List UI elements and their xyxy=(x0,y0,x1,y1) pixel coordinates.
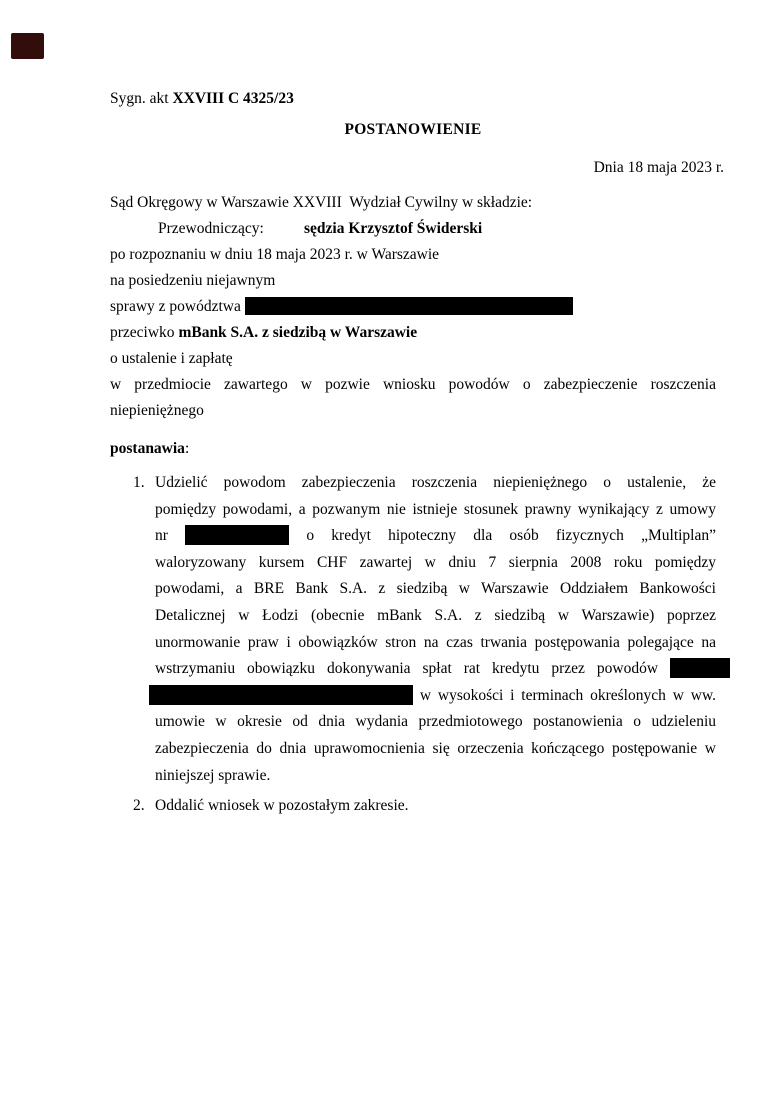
order-item-1-line-2: pomiędzy powodami, a pozwanym nie istnieje stosunek prawny wynikający z umowy xyxy=(155,500,716,518)
order-item-1-line-12: niniejszej sprawie. xyxy=(155,766,271,784)
order-item-2 xyxy=(133,793,716,820)
order-item-1-line-1: Udzielić powodom zabezpieczenia roszczenia niepieniężnego o ustalenie, że xyxy=(155,474,716,491)
payers-line-prefix: wstrzymaniu obowiązku dokonywania spłat rat kredytu przez powodów xyxy=(155,660,659,678)
case-number-label: Sygn. akt xyxy=(110,90,173,107)
court-composition-line: Sąd Okręgowy w Warszawie XXVIII Wydział Cywilny w składzie: xyxy=(110,194,533,211)
redaction-bar-plaintiff-name xyxy=(245,297,573,315)
presiding-judge-label: Przewodniczący: xyxy=(158,220,264,237)
order-item-1-line-8 xyxy=(155,656,716,683)
case-number-value: XXVIII C 4325/23 xyxy=(172,90,294,107)
order-item-1-line-9 xyxy=(155,683,716,710)
order-item-1-line-7: unormowanie praw i obowiązków stron na czas trwania postępowania polegające na xyxy=(155,633,716,651)
payers-line-suffix: w wysokości i terminach określonych w ww. xyxy=(419,686,717,704)
order-item-1-line-6: Detalicznej w Łodzi (obecnie mBank S.A. z siedzibą w Warszawie) poprzez xyxy=(155,606,716,624)
defendant-prefix: przeciwko xyxy=(110,324,179,341)
plaintiff-prefix: sprawy z powództwa xyxy=(110,298,245,315)
redaction-bar-plaintiffs-1 xyxy=(670,658,730,678)
session-line: na posiedzeniu niejawnym xyxy=(110,272,276,289)
order-item-2-text: Oddalić wniosek w pozostałym zakresie. xyxy=(155,797,409,815)
claim-subject-line: o ustalenie i zapłatę xyxy=(110,350,233,367)
order-item-1-line-5: powodami, a BRE Bank S.A. z siedzibą w Warszawie Oddziałem Bankowości xyxy=(155,580,716,598)
order-item-1-line-3 xyxy=(155,523,716,550)
defendant-name: mBank S.A. z siedzibą w Warszawie xyxy=(178,324,418,341)
order-item-1-number: 1. xyxy=(133,474,145,491)
contract-number-prefix: nr xyxy=(155,527,168,545)
recognition-line: po rozpoznaniu w dniu 18 maja 2023 r. w Warszawie xyxy=(110,246,440,263)
case-number-line xyxy=(110,86,716,112)
presiding-judge-name: sędzia Krzysztof Świderski xyxy=(304,220,483,237)
order-list xyxy=(110,470,716,820)
ruling-word-line xyxy=(110,436,716,462)
redaction-bar-contract-number xyxy=(185,525,289,545)
order-item-1-line-11: zabezpieczenia do dnia uprawomocnienia się orzeczenia kończącego postępowanie w xyxy=(155,739,716,757)
presiding-judge-line xyxy=(110,216,716,242)
plaintiff-line xyxy=(110,294,716,320)
order-item-1-line-10: umowie w okresie od dnia wydania przedmiotowego postanowienia o udzieleniu xyxy=(155,713,716,731)
ruling-colon: : xyxy=(184,440,190,457)
document-content xyxy=(110,86,724,820)
defendant-line xyxy=(110,320,716,346)
contract-line-suffix: o kredyt hipoteczny dla osób fizycznych „Multiplan” xyxy=(306,527,716,545)
document-date: Dnia 18 maja 2023 r. xyxy=(593,159,724,176)
ruling-word: postanawia xyxy=(110,440,185,457)
order-item-1 xyxy=(133,470,717,789)
scan-artifact-mark xyxy=(11,33,44,59)
matter-line-1: w przedmiocie zawartego w pozwie wniosku powodów o zabezpieczenie roszczenia xyxy=(110,376,716,393)
order-item-2-number: 2. xyxy=(133,797,145,815)
document-title: POSTANOWIENIE xyxy=(344,121,482,138)
matter-line-2: niepieniężnego xyxy=(110,402,204,419)
redaction-bar-plaintiffs-2 xyxy=(149,685,413,705)
order-item-1-line-4: waloryzowany kursem CHF zawartej w dniu 7 sierpnia 2008 roku pomiędzy xyxy=(155,553,716,571)
